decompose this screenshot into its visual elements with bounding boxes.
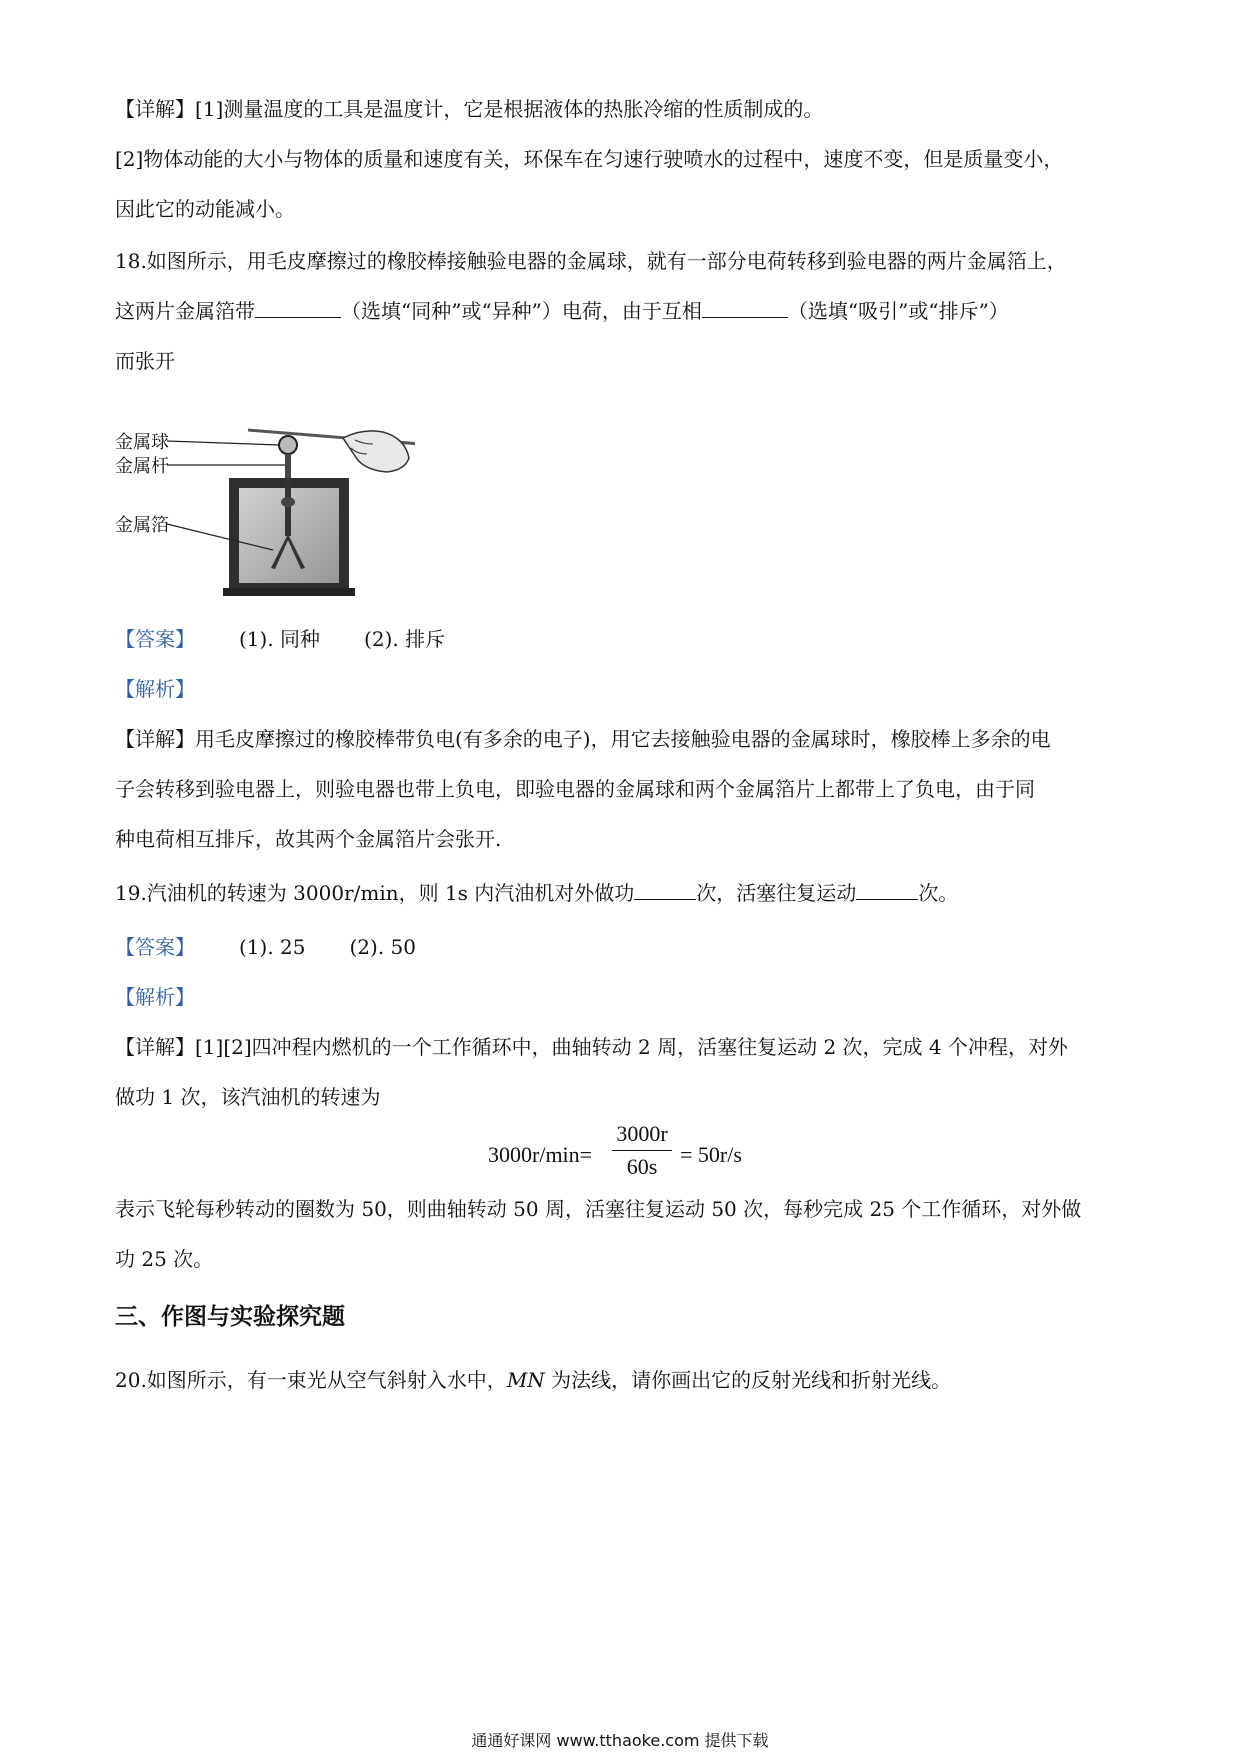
- analysis-tag: 【解析】: [115, 985, 195, 1009]
- analysis-tag: 【解析】: [115, 677, 195, 701]
- q19-detail-line-4: 功 25 次。: [115, 1247, 214, 1271]
- formula-numerator: 3000r: [616, 1121, 668, 1146]
- q18-detail-line-1: [115, 724, 1051, 754]
- answer-tag: 【答案】: [115, 935, 195, 959]
- formula-lhs: 3000r/min=: [488, 1142, 593, 1167]
- q19-question-text-b: 次，活塞往复运动: [696, 881, 857, 905]
- answer-item-1: (1). 25: [239, 935, 306, 959]
- q18-question-line-3: 而张开: [115, 349, 175, 373]
- answer-blank-4[interactable]: [856, 879, 918, 900]
- q18-question-text-b: （选填“同种”或“异种”）电荷，由于互相: [341, 299, 702, 323]
- metal-ball: [279, 436, 297, 454]
- answer-blank-2[interactable]: [702, 297, 788, 318]
- answer-item-1: (1). 同种: [239, 627, 321, 651]
- detail-tag: 【详解】: [115, 727, 195, 751]
- q18-analysis-line: [115, 674, 195, 704]
- fraction-bar: [612, 1150, 672, 1151]
- answer-tag: 【答案】: [115, 627, 195, 651]
- hand-drawing: [343, 431, 409, 472]
- electroscope-figure: [115, 418, 415, 598]
- q18-question-text-c: （选填“吸引”或“排斥”）: [787, 299, 1009, 323]
- page-footer: 通通好课网 www.tthaoke.com 提供下载: [471, 1731, 769, 1750]
- detail-tag: 【详解】: [115, 97, 195, 121]
- q18-detail-line-3: 种电荷相互排斥，故其两个金属箔片会张开.: [115, 827, 502, 851]
- q18-detail-line-2: 子会转移到验电器上，则验电器也带上负电，即验电器的金属球和两个金属箔片上都带上了负电，由于同: [115, 777, 1035, 801]
- answer-item-2: (2). 50: [349, 935, 416, 959]
- formula-denominator: 60s: [626, 1154, 658, 1179]
- formula-fraction: [612, 1120, 672, 1181]
- q19-question-text-a: 19.汽油机的转速为 3000r/min，则 1s 内汽油机对外做功: [115, 881, 635, 905]
- q18-answer-line: [115, 624, 445, 654]
- answer-item-2: (2). 排斥: [364, 627, 446, 651]
- answer-blank-1[interactable]: [255, 297, 341, 318]
- q17-detail-line-1: [115, 94, 823, 124]
- q19-answer-line: [115, 932, 416, 962]
- q19-detail-line-3: 表示飞轮每秒转动的圈数为 50，则曲轴转动 50 周，活塞往复运动 50 次，每秒完成 25 个工作循环，对外做: [115, 1197, 1082, 1221]
- q19-detail-line-1: [115, 1032, 1068, 1062]
- q19-question-text-c: 次。: [918, 881, 959, 905]
- q17-detail-line-3: 因此它的动能减小。: [115, 197, 295, 221]
- label-metal-ball: 金属球: [115, 432, 169, 453]
- q18-question-text-a: 这两片金属箔带: [115, 299, 255, 323]
- label-metal-foil: 金属箔: [115, 515, 169, 536]
- q19-question-line: [115, 878, 958, 908]
- q17-detail-text-1: [1]测量温度的工具是温度计，它是根据液体的热胀冷缩的性质制成的。: [195, 97, 824, 121]
- q20-question-line: [115, 1365, 951, 1395]
- detail-tag: 【详解】: [115, 1035, 195, 1059]
- q20-question-text-a: 20.如图所示，有一束光从空气斜射入水中，: [115, 1368, 507, 1392]
- label-metal-rod: 金属杆: [115, 456, 169, 477]
- q19-analysis-line: [115, 982, 195, 1012]
- electroscope-illustration: [115, 418, 415, 598]
- q17-detail-line-2: [2]物体动能的大小与物体的质量和速度有关，环保车在匀速行驶喷水的过程中，速度不变，但是质量变小，: [115, 147, 1064, 171]
- q20-normal-label: MN: [506, 1368, 545, 1392]
- q19-detail-text-1: [1][2]四冲程内燃机的一个工作循环中，曲轴转动 2 周，活塞往复运动 2 次，完成 4 个冲程，对外: [195, 1035, 1068, 1059]
- q18-detail-text-1: 用毛皮摩擦过的橡胶棒带负电(有多余的电子)，用它去接触验电器的金属球时，橡胶棒上多余的电: [195, 727, 1051, 751]
- section-title: 三、作图与实验探究题: [115, 1304, 345, 1330]
- q18-question-line-1: 18.如图所示，用毛皮摩擦过的橡胶棒接触验电器的金属球，就有一部分电荷转移到验电器的两片金属箔上，: [115, 249, 1067, 273]
- q19-detail-line-2: 做功 1 次，该汽油机的转速为: [115, 1085, 381, 1109]
- q20-question-text-b: 为法线，请你画出它的反射光线和折射光线。: [544, 1368, 952, 1392]
- q18-question-line-2: [115, 296, 1009, 326]
- answer-blank-3[interactable]: [634, 879, 696, 900]
- formula-rhs: = 50r/s: [680, 1142, 742, 1167]
